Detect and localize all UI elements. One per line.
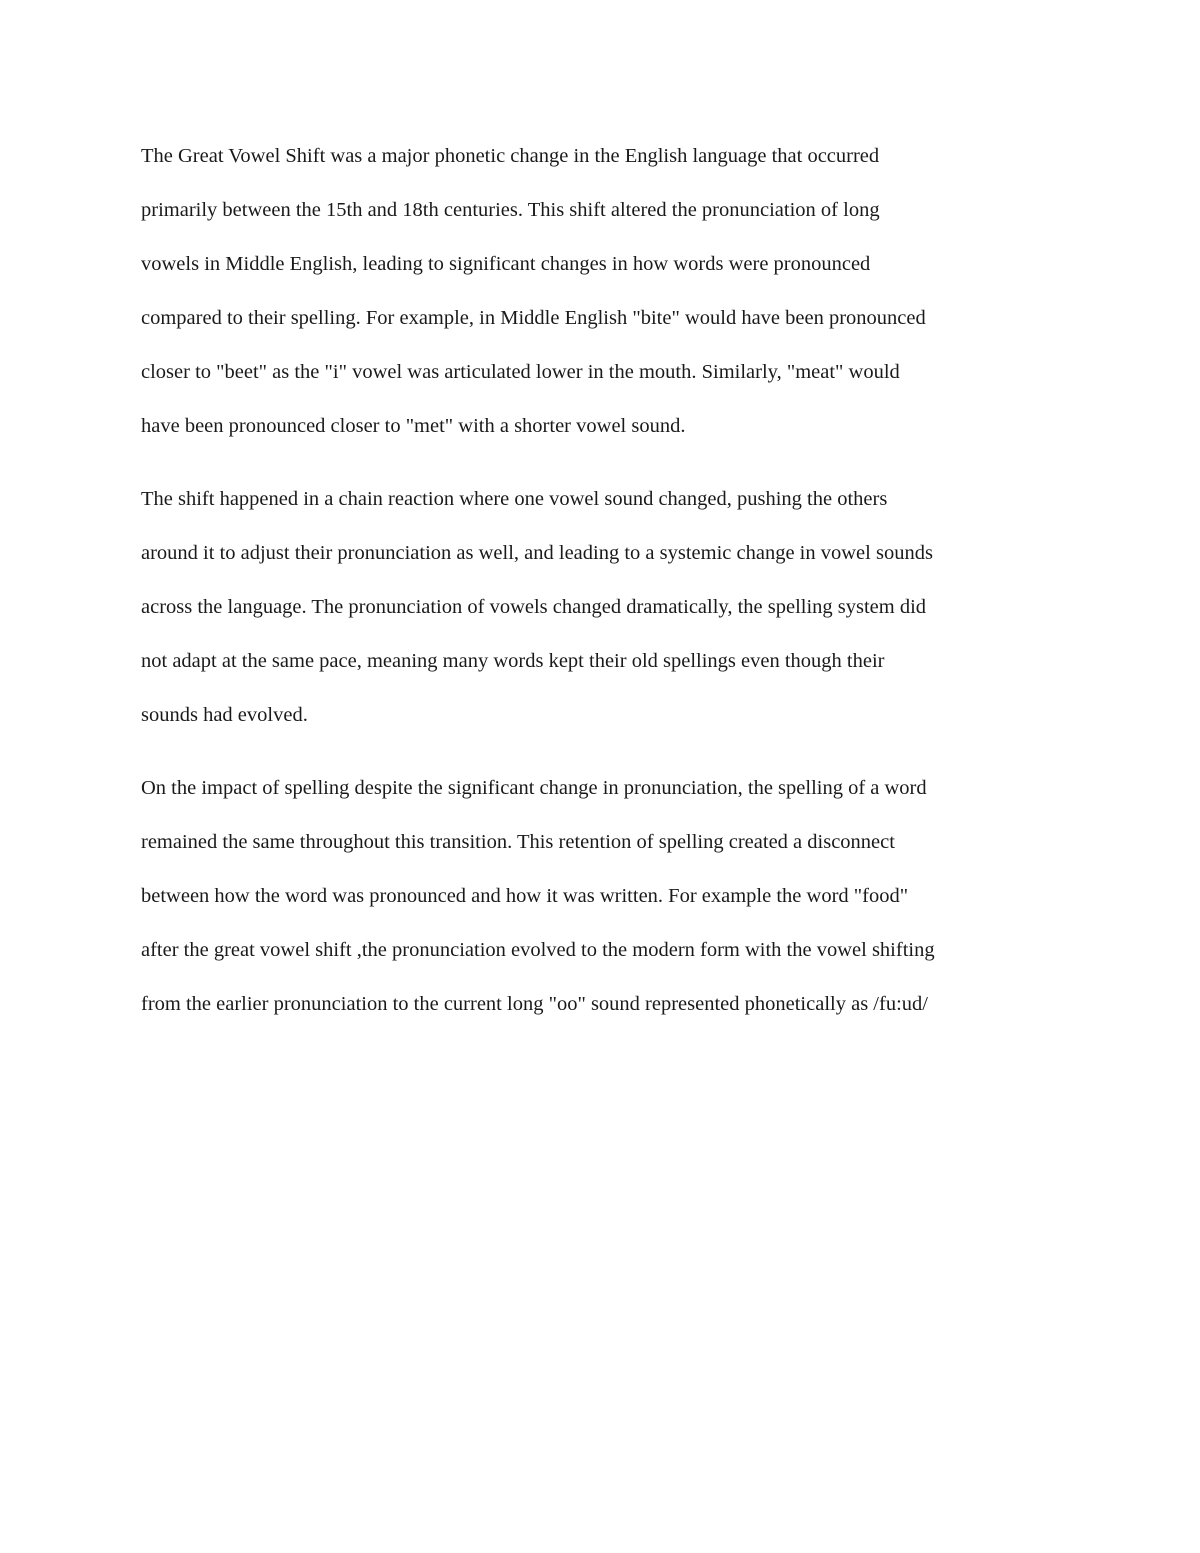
text-line: closer to "beet" as the "i" vowel was articulated lower in the mouth. Similarly, "meat" would [141, 361, 900, 383]
text-line: from the earlier pronunciation to the current long "oo" sound represented phonetically as /fu:ud/ [141, 993, 928, 1015]
text-line: across the language. The pronunciation of vowels changed dramatically, the spelling system did [141, 596, 927, 618]
text-line: not adapt at the same pace, meaning many words kept their old spellings even though their [141, 650, 885, 672]
text-line: The Great Vowel Shift was a major phonetic change in the English language that occurred [141, 145, 880, 167]
text-line: vowels in Middle English, leading to significant changes in how words were pronounced [141, 253, 871, 275]
text-line: primarily between the 15th and 18th centuries. This shift altered the pronunciation of long [141, 199, 880, 221]
paragraph-1 [141, 129, 1071, 453]
text-line: after the great vowel shift ,the pronunciation evolved to the modern form with the vowel shifting [141, 939, 935, 961]
text-line: remained the same throughout this transition. This retention of spelling created a disconnect [141, 831, 895, 853]
document-body [141, 129, 1071, 1050]
paragraph-2 [141, 472, 1071, 742]
text-line: On the impact of spelling despite the significant change in pronunciation, the spelling of a word [141, 777, 927, 799]
paragraph-3 [141, 761, 1071, 1031]
text-line: around it to adjust their pronunciation as well, and leading to a systemic change in vowel sounds [141, 542, 933, 564]
text-line: between how the word was pronounced and how it was written. For example the word "food" [141, 885, 909, 907]
text-line: The shift happened in a chain reaction where one vowel sound changed, pushing the others [141, 488, 888, 510]
text-line: sounds had evolved. [141, 704, 308, 726]
text-line: have been pronounced closer to "met" with a shorter vowel sound. [141, 415, 686, 437]
text-line: compared to their spelling. For example, in Middle English "bite" would have been pronounced [141, 307, 926, 329]
